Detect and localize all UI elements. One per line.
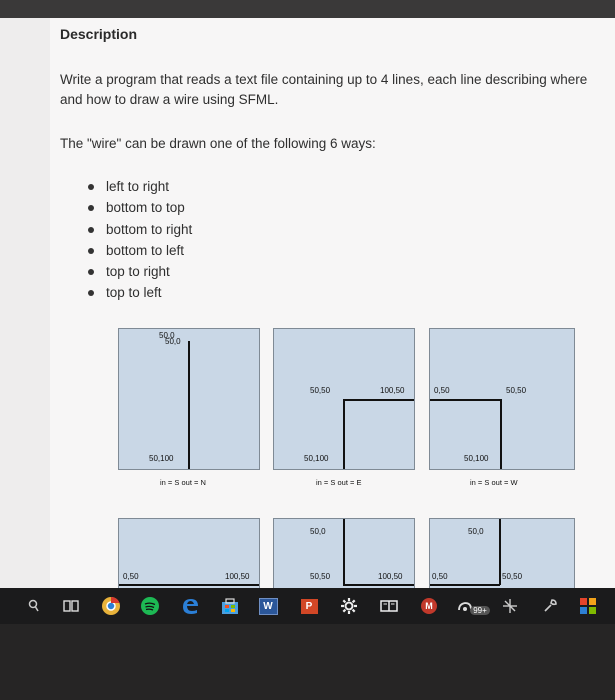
store-icon[interactable] [218, 596, 242, 616]
list-item: bottom to left [88, 240, 192, 261]
notification-count-badge: 99+ [470, 606, 490, 615]
wire-ways-list [88, 176, 192, 304]
windows-taskbar [0, 588, 615, 624]
screen-bezel-top [0, 0, 615, 20]
screen-bezel-bottom [0, 624, 615, 700]
mail-app-label: M [421, 598, 437, 614]
word-icon[interactable] [256, 596, 280, 616]
chrome-icon[interactable] [99, 596, 123, 616]
wire-line [188, 341, 190, 469]
point-label: 0,50 [432, 572, 448, 581]
wire-diagram-top-left [429, 518, 575, 590]
point-label: 50,50 [310, 386, 331, 395]
point-label: 0,50 [123, 572, 139, 581]
ways-intro-paragraph: The "wire" can be drawn one of the following 6 ways: [60, 136, 376, 151]
point-label: 50,50 [506, 386, 527, 395]
mail-app-icon[interactable] [417, 596, 441, 616]
list-item: bottom to top [88, 197, 192, 218]
tools-icon[interactable] [538, 596, 562, 616]
figure-caption: in = S out = W [470, 478, 518, 487]
list-item: top to right [88, 261, 192, 282]
description-paragraph: Write a program that reads a text file containing up to 4 lines, each line describing where and how to draw a wire using SFML. [60, 72, 588, 107]
reader-icon[interactable] [377, 596, 401, 616]
wire-diagram-south-north [118, 328, 260, 470]
point-label: 100,50 [225, 572, 250, 581]
wire-diagram-left-right [118, 518, 260, 590]
list-item: bottom to right [88, 219, 192, 240]
wire-line [430, 399, 501, 401]
point-label: 100,50 [380, 386, 405, 395]
list-item: top to left [88, 282, 192, 303]
weather-notification-icon[interactable] [456, 596, 490, 616]
powerpoint-icon[interactable] [297, 596, 321, 616]
figure-caption: in = S out = E [316, 478, 362, 487]
section-heading: Description [60, 26, 138, 42]
edge-browser-icon[interactable] [178, 596, 202, 616]
document-viewer [0, 18, 615, 590]
point-label: 50,0 [468, 527, 484, 536]
wire-line [343, 519, 345, 585]
spotify-icon[interactable] [138, 596, 162, 616]
point-label: 0,50 [434, 386, 450, 395]
wire-line [500, 399, 502, 469]
app-grid-icon[interactable] [576, 596, 600, 616]
wire-diagram-top-right [273, 518, 415, 590]
settings-gear-icon[interactable] [337, 596, 361, 616]
search-icon[interactable] [26, 596, 42, 616]
point-label: 50,0 [165, 337, 181, 346]
extra-app-icon[interactable] [498, 596, 522, 616]
wire-line [343, 584, 414, 586]
wire-line [119, 584, 259, 586]
point-label: 50,0 [310, 527, 326, 536]
point-label: 50,100 [464, 454, 489, 463]
point-label: 100,50 [378, 572, 403, 581]
point-label: 50,50 [310, 572, 331, 581]
figure-caption: in = S out = N [160, 478, 206, 487]
point-label: 50,100 [304, 454, 329, 463]
wire-line [499, 519, 501, 585]
word-label: W [259, 598, 278, 615]
point-label: 50,50 [502, 572, 523, 581]
point-label: 50,0 [159, 331, 175, 340]
point-label: 50,100 [149, 454, 174, 463]
wire-diagram-south-west [429, 328, 575, 470]
wire-diagram-south-east [273, 328, 415, 470]
wire-line [343, 399, 345, 469]
wire-line [430, 584, 500, 586]
wire-line [343, 399, 414, 401]
task-view-icon[interactable] [60, 596, 82, 616]
list-item: left to right [88, 176, 192, 197]
powerpoint-label: P [301, 599, 318, 614]
